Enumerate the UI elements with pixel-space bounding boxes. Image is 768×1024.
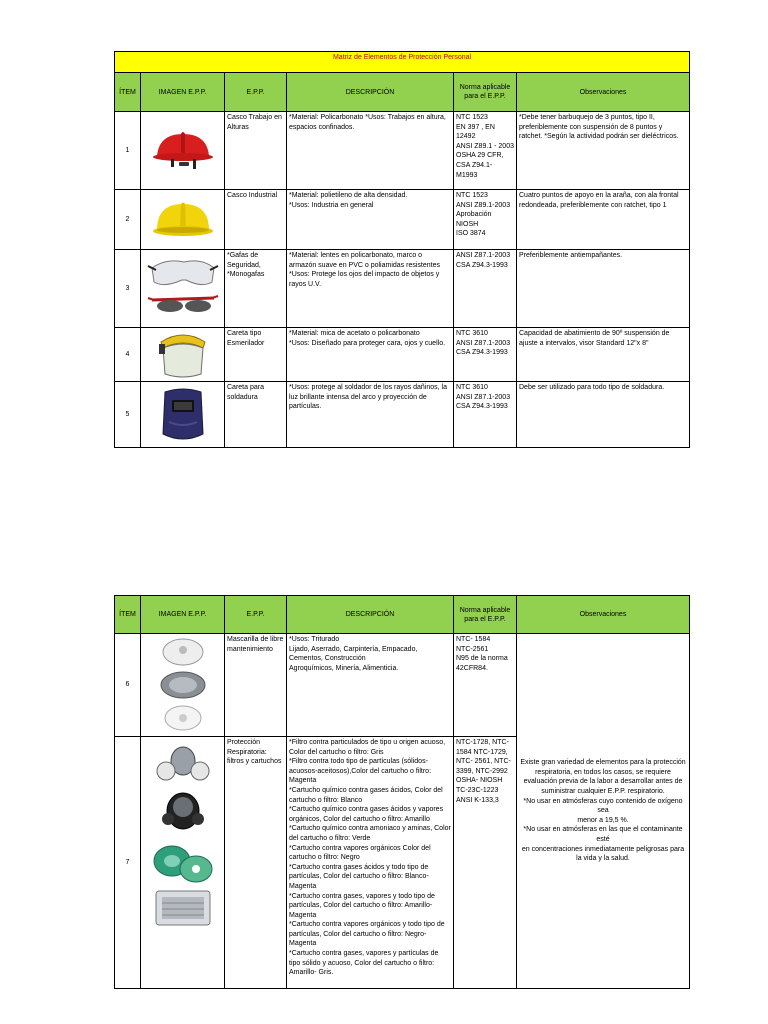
table-row [115, 382, 690, 448]
descripcion-cell: *Material: polietileno de alta densidad. *Usos: Industria en general [287, 190, 454, 250]
norma-cell: NTC 1523 EN 397 , EN 12492 ANSI Z89.1 - 2003 OSHA 29 CFR, CSA Z94.1- M1993 [454, 112, 517, 190]
header-epp: E.P.P. [225, 73, 287, 112]
item-number: 6 [115, 634, 141, 737]
table-row [115, 328, 690, 382]
header-imagen: IMAGEN E.P.P. [141, 73, 225, 112]
yellow-hard-hat-icon [141, 190, 225, 250]
epp-name: Casco Trabajo en Alturas [225, 112, 287, 190]
header-descripcion: DESCRIPCIÓN [287, 73, 454, 112]
descripcion-cell: *Filtro contra particulados de tipo u origen acuoso, Color del cartucho o filtro: Gris *Filtro contra todo tipo de partículas (sólidos-acuosos-aceitosos),Color del cartucho o filtro: Magenta *Cartucho químico contra gases ácidos, Color del cartucho o filtro: Blanco *Cartucho químico contra gases ácidos y vapores orgánicos, Color del cartucho o filtro: Amarillo *Cartucho químico contra amoniaco y aminas, Color del cartucho o filtro: Verde *Cartucho contra vapores orgánicos Color del cartucho o filtro: Negro *Cartucho contra gases ácidos y todo tipo de partículas, Color del cartucho o filtro: Blanco-Magenta *Cartucho contra gases, vapores y todo tipo de partículas, Color del cartucho o filtro: Amarillo-Magenta *Cartucho contra vapores orgánicos y todo tipo de partículas, Color del cartucho o filtro: Negro-Magenta *Cartucho contra gases, vapores y partículas de tipo sólido y acuoso, Color del cartucho o filtro: Amarillo- Gris. [287, 737, 454, 989]
header-descripcion: DESCRIPCIÓN [287, 596, 454, 634]
descripcion-cell: *Material: Policarbonato *Usos: Trabajos en altura, espacios confinados. [287, 112, 454, 190]
observaciones-cell: Capacidad de abatimiento de 90º suspensión de ajuste a intervalos, visor Standard 12"x 8" [517, 328, 690, 382]
norma-cell: NTC- 1584 NTC-2561 N95 de la norma 42CFR84. [454, 634, 517, 737]
norma-cell: ANSI Z87.1-2003 CSA Z94.3-1993 [454, 250, 517, 328]
header-norma: Norma aplicable para el E.P.P. [454, 73, 517, 112]
item-number: 4 [115, 328, 141, 382]
item-number: 7 [115, 737, 141, 989]
face-shield-icon [141, 328, 225, 382]
header-imagen: IMAGEN E.P.P. [141, 596, 225, 634]
epp-matrix-table-1 [114, 51, 690, 448]
epp-name: Casco Industrial [225, 190, 287, 250]
dust-masks-icon [141, 634, 225, 737]
norma-cell: NTC-1728, NTC-1584 NTC-1729, NTC- 2561, NTC-3399, NTC-2992 OSHA- NIOSH TC-23C-1223 ANSI K-133,3 [454, 737, 517, 989]
item-number: 2 [115, 190, 141, 250]
descripcion-cell: *Material: mica de acetato o policarbonato *Usos: Diseñado para proteger cara, ojos y cuello. [287, 328, 454, 382]
epp-name: Careta para soldadura [225, 382, 287, 448]
epp-matrix-table-2 [114, 595, 690, 989]
table-row [115, 250, 690, 328]
descripcion-cell: *Usos: protege al soldador de los rayos dañinos, la luz brillante intensa del arco y proyección de partículas. [287, 382, 454, 448]
epp-name: Protección Respiratoria: filtros y cartuchos [225, 737, 287, 989]
welding-mask-icon [141, 382, 225, 448]
norma-cell: NTC 3610 ANSI Z87.1-2003 CSA Z94.3-1993 [454, 328, 517, 382]
item-number: 5 [115, 382, 141, 448]
safety-glasses-icon [141, 250, 225, 328]
item-number: 1 [115, 112, 141, 190]
observaciones-cell: Preferiblemente antiempañantes. [517, 250, 690, 328]
observaciones-cell: Cuatro puntos de apoyo en la araña, con ala frontal redondeada, preferiblemente con ratchet, tipo 1 [517, 190, 690, 250]
red-hard-hat-icon [141, 112, 225, 190]
table-row [115, 634, 690, 737]
table-row [115, 190, 690, 250]
header-norma: Norma aplicable para el E.P.P. [454, 596, 517, 634]
respirator-filters-icon [141, 737, 225, 989]
norma-cell: NTC 1523 ANSI Z89.1-2003 Aprobación NIOSH ISO 3874 [454, 190, 517, 250]
epp-name: *Gafas de Seguridad, *Monogafas [225, 250, 287, 328]
norma-cell: NTC 3610 ANSI Z87.1-2003 CSA Z94.3-1993 [454, 382, 517, 448]
epp-name: Mascarilla de libre mantenimiento [225, 634, 287, 737]
observaciones-merged-cell: Existe gran variedad de elementos para la protección respiratoria, en todos los casos, se requiere evaluación previa de la labor a desarrollar antes de suministrar cualquier E.P.P. respiratorio. *No usar en atmósferas cuyo contenido de oxígeno sea menor a 19,5 %. *No usar en atmósferas en las que el contaminante esté en concentraciones inmediatamente peligrosas para la vida y la salud. [517, 634, 690, 989]
descripcion-cell: *Usos: Triturado Lijado, Aserrado, Carpintería, Empacado, Cementos, Construcción Agroquímicos, Minería, Alimenticia. [287, 634, 454, 737]
header-item: ÍTEM [115, 73, 141, 112]
item-number: 3 [115, 250, 141, 328]
epp-name: Careta tipo Esmerilador [225, 328, 287, 382]
header-observaciones: Observaciones [517, 596, 690, 634]
header-item: ÍTEM [115, 596, 141, 634]
observaciones-cell: *Debe tener barbuquejo de 3 puntos, tipo II, preferiblemente con suspensión de 8 puntos y ratchet. *Según la actividad podrán ser dieléctricos. [517, 112, 690, 190]
header-epp: E.P.P. [225, 596, 287, 634]
observaciones-cell: Debe ser utilizado para todo tipo de soldadura. [517, 382, 690, 448]
header-observaciones: Observaciones [517, 73, 690, 112]
table-row [115, 112, 690, 190]
descripcion-cell: *Material: lentes en policarbonato, marco o armazón suave en PVC o poliamidas resistentes *Usos: Protege los ojos del impacto de objetos y rayos U.V. [287, 250, 454, 328]
page-title: Matriz de Elementos de Protección Personal [115, 52, 690, 73]
